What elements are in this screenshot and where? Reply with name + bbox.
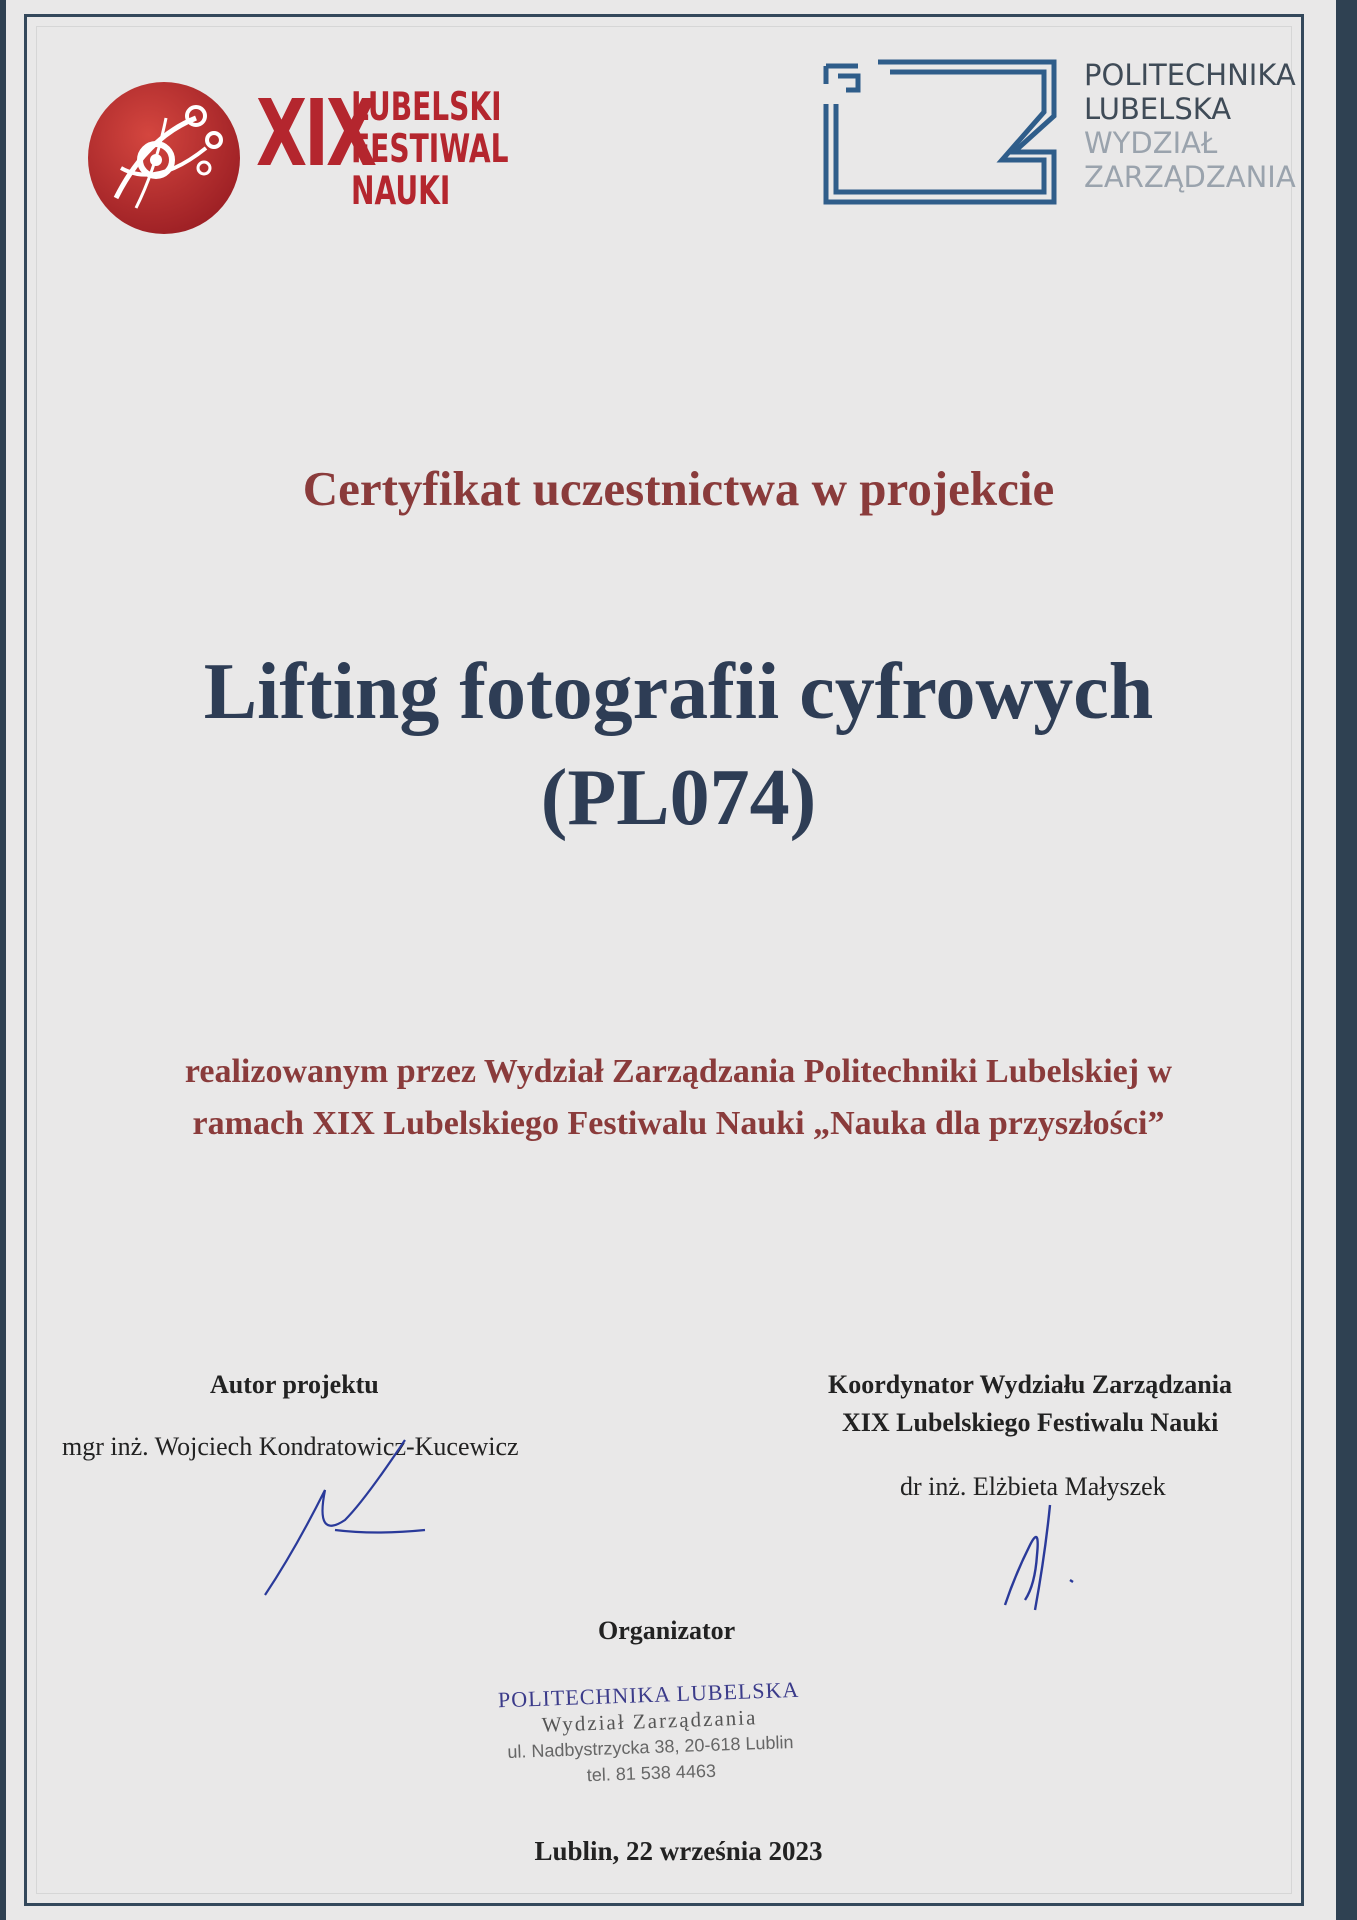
organizer-stamp	[468, 1676, 831, 1793]
organizer-label: Organizator	[598, 1616, 736, 1645]
university-logo	[818, 56, 1298, 216]
festival-numeral: XIX	[256, 80, 375, 187]
university-name-2: LUBELSKA	[1084, 92, 1232, 126]
festival-word-1: LUBELSKI	[351, 85, 502, 130]
project-title	[0, 640, 1357, 851]
university-emblem-icon	[818, 56, 1068, 206]
description-line-2: ramach XIX Lubelskiego Festiwalu Nauki „Nauka dla przyszłości”	[192, 1105, 1165, 1142]
description-line-1: realizowanym przez Wydział Zarządzania Politechniki Lubelskiej w	[184, 1053, 1173, 1090]
author-label: Autor projektu	[210, 1370, 379, 1399]
certificate-title: Certyfikat uczestnictwa w projekcie	[302, 461, 1055, 516]
project-name: Lifting fotografii cyfrowych	[203, 648, 1154, 736]
author-name: mgr inż. Wojciech Kondratowicz-Kucewicz	[62, 1432, 519, 1461]
faculty-name-1: WYDZIAŁ	[1084, 126, 1218, 160]
certificate-description	[60, 1046, 1297, 1150]
festival-word-3: NAUKI	[351, 169, 451, 214]
stamp-university: POLITECHNIKA LUBELSKA	[497, 1676, 800, 1713]
university-wordmark	[1084, 58, 1296, 194]
project-code: (PL074)	[540, 753, 817, 842]
coordinator-name: dr inż. Elżbieta Małyszek	[900, 1472, 1166, 1501]
faculty-name-2: ZARZĄDZANIA	[1084, 160, 1296, 194]
stamp-faculty: Wydział Zarządzania	[541, 1705, 758, 1737]
festival-emblem-icon	[86, 78, 246, 238]
stamp-address: ul. Nadbystrzycka 38, 20-618 Lublin	[507, 1732, 794, 1762]
university-name-1: POLITECHNIKA	[1084, 58, 1296, 92]
festival-logo	[86, 78, 536, 238]
coordinator-label-2: XIX Lubelskiego Festiwalu Nauki	[842, 1408, 1219, 1437]
coordinator-signature	[995, 1485, 1105, 1615]
coordinator-label-1: Koordynator Wydziału Zarządzania	[828, 1370, 1232, 1399]
author-signature	[255, 1420, 435, 1600]
festival-word-2: FESTIWAL	[351, 127, 509, 172]
place-and-date: Lublin, 22 września 2023	[534, 1836, 823, 1866]
stamp-phone: tel. 81 538 4463	[586, 1760, 717, 1786]
